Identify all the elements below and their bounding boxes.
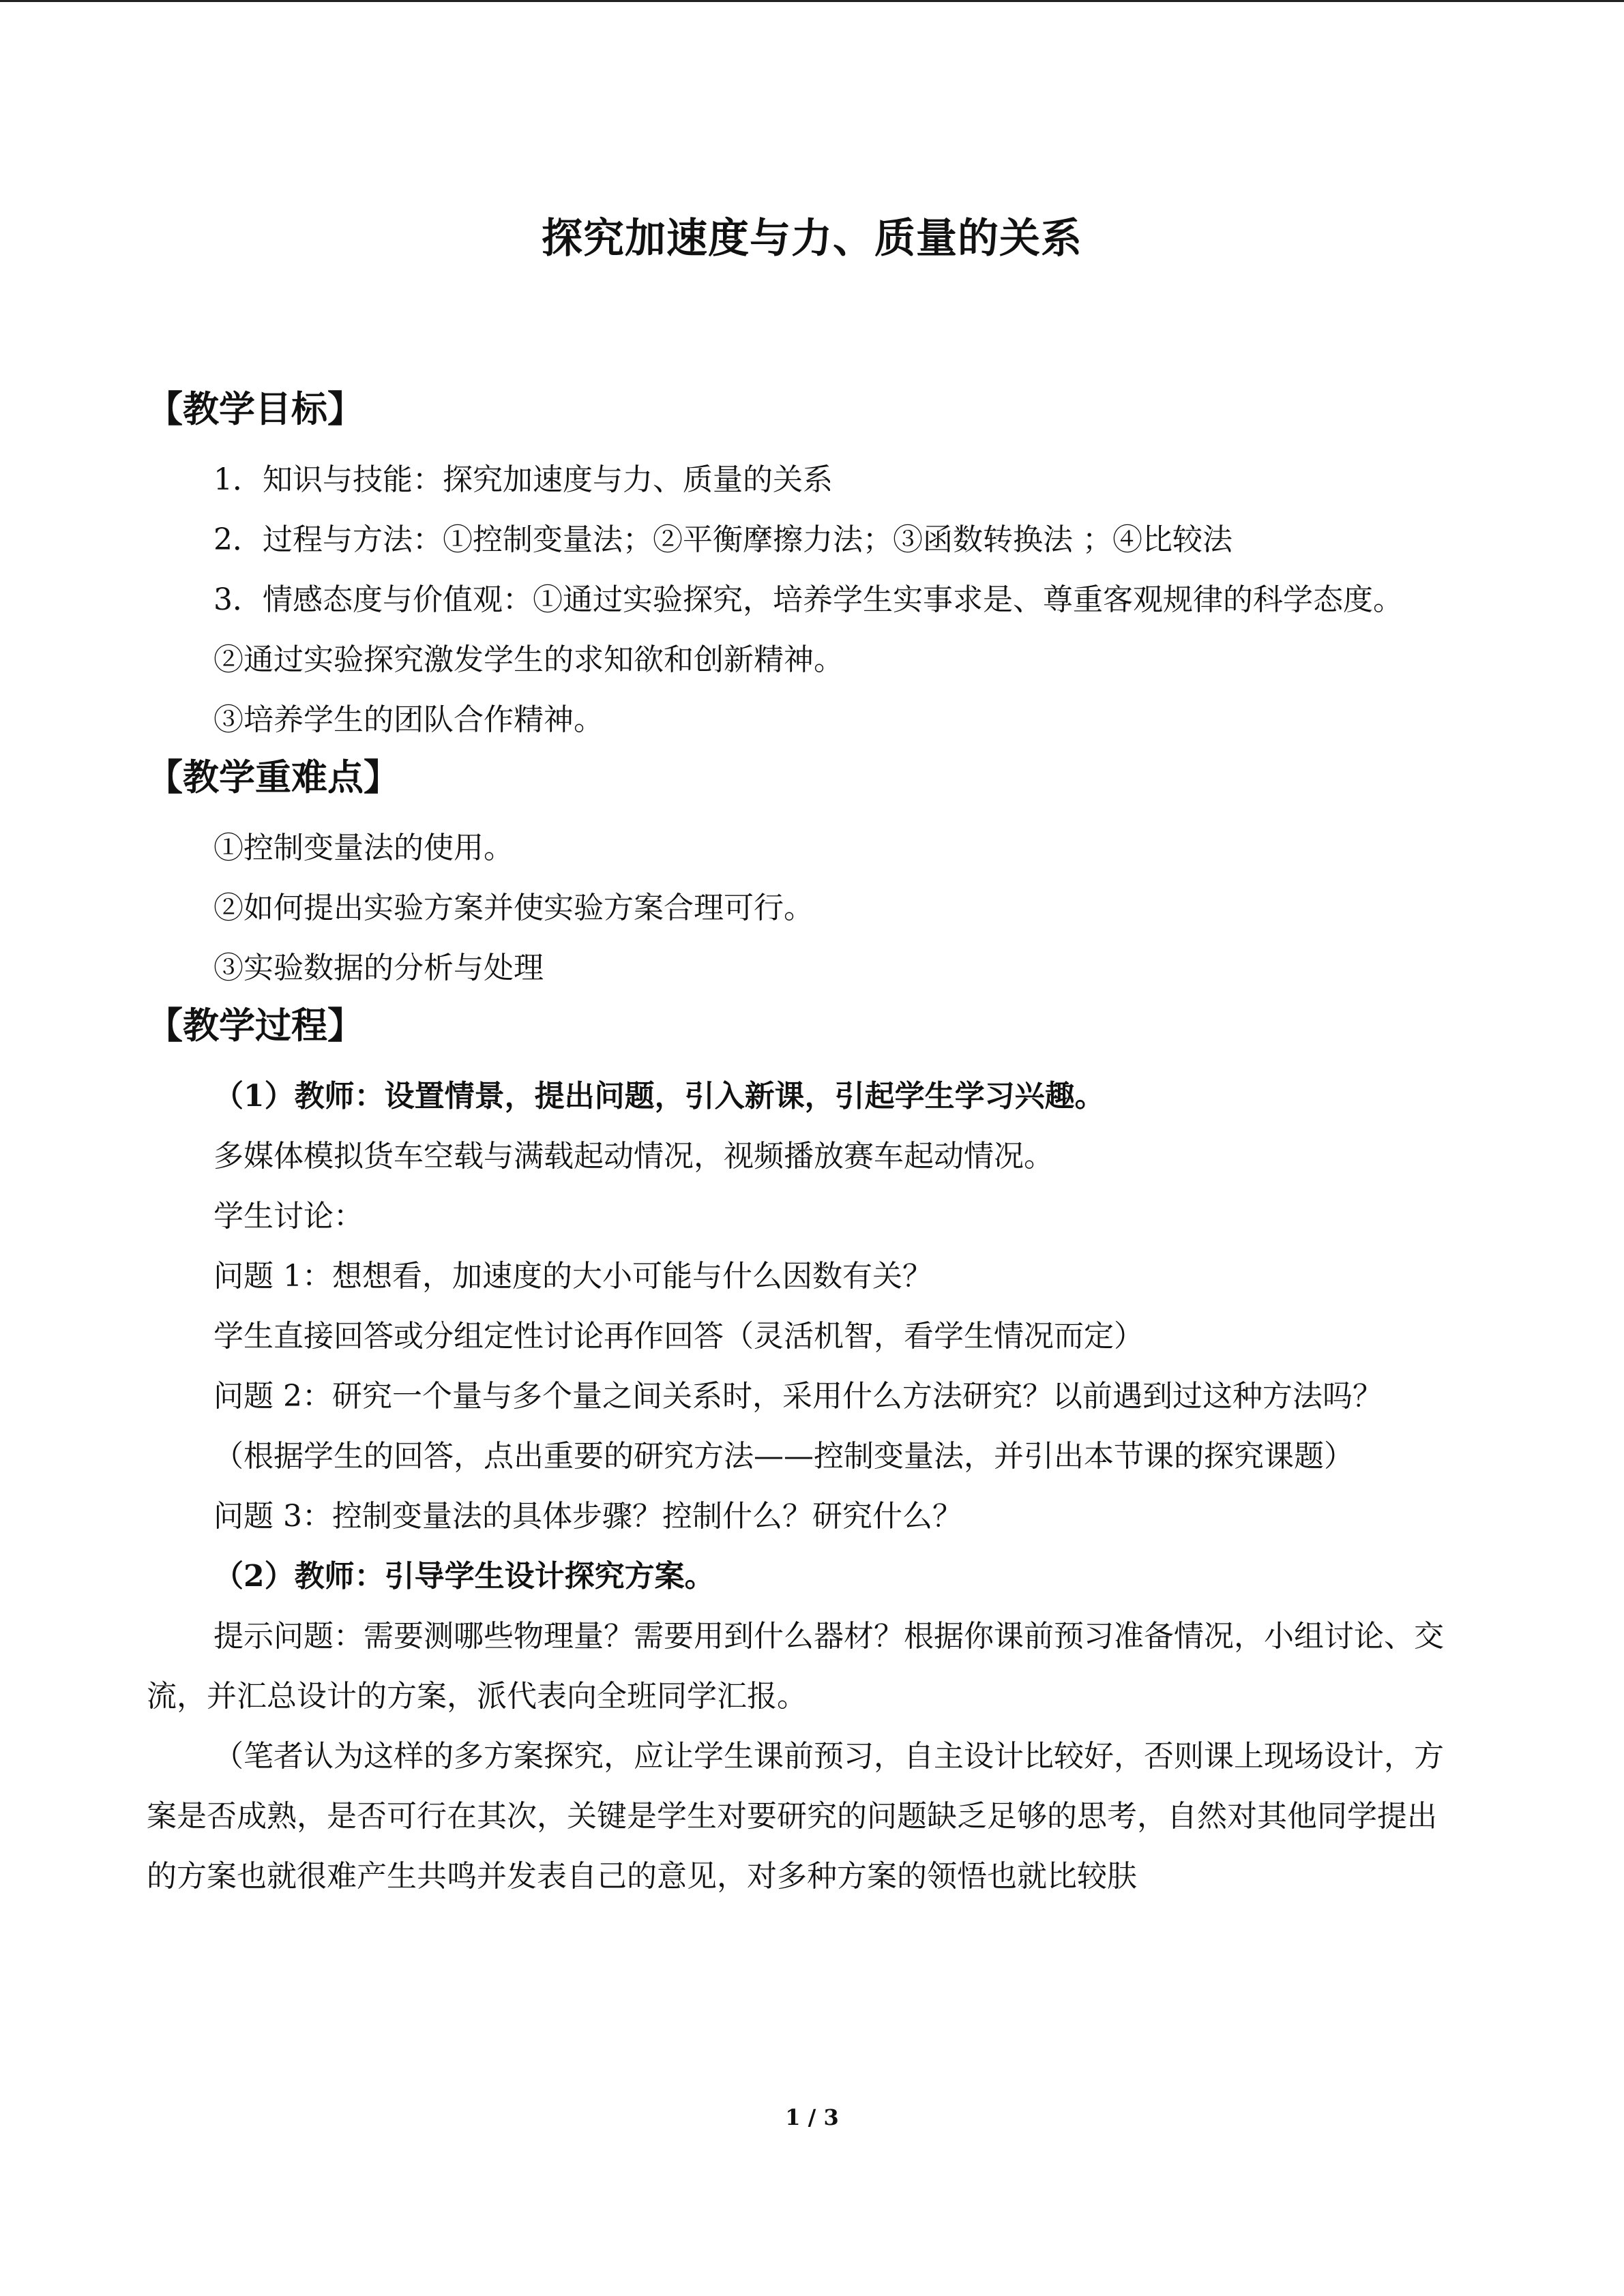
section-heading-process: 【教学过程】 [147, 1004, 364, 1047]
objective-item-3: 3．情感态度与价值观：①通过实验探究，培养学生实事求是、尊重客观规律的科学态度。 [213, 582, 1403, 617]
objective-item-4: ②通过实验探究激发学生的求知欲和创新精神。 [213, 642, 844, 677]
section-heading-objectives: 【教学目标】 [147, 388, 364, 430]
process-paragraph: （笔者认为这样的多方案探究，应让学生课前预习，自主设计比较好，否则课上现场设计，方案是否成熟，是否可行在其次，关键是学生对要研究的问题缺乏足够的思考，自然对其他同学提出的方案也就很难产生共鸣并发表自己的意见，对多种方案的领悟也就比较肤 [147, 1739, 1444, 1894]
question-1: 问题 1：想想看，加速度的大小可能与什么因数有关？ [213, 1259, 932, 1294]
teacher-step-2: （2）教师：引导学生设计探究方案。 [213, 1559, 715, 1594]
key-point-item-3: ③实验数据的分析与处理 [213, 951, 544, 985]
key-point-item-2: ②如何提出实验方案并使实验方案合理可行。 [213, 891, 814, 925]
key-point-item-1: ①控制变量法的使用。 [213, 831, 514, 865]
objective-item-2: 2．过程与方法：①控制变量法；②平衡摩擦力法；③函数转换法 ；④比较法 [213, 522, 1232, 557]
process-paragraph: 提示问题：需要测哪些物理量？需要用到什么器材？根据你课前预习准备情况，小组讨论、交流，并汇总设计的方案，派代表向全班同学汇报。 [147, 1619, 1444, 1714]
question-2: 问题 2：研究一个量与多个量之间关系时，采用什么方法研究？以前遇到过这种方法吗？ [213, 1379, 1383, 1414]
process-paragraph: （根据学生的回答，点出重要的研究方法——控制变量法，并引出本节课的探究课题） [213, 1439, 1354, 1474]
objective-item-5: ③培养学生的团队合作精神。 [213, 702, 604, 737]
question-3: 问题 3：控制变量法的具体步骤？控制什么？研究什么？ [213, 1499, 962, 1534]
process-paragraph: 学生直接回答或分组定性讨论再作回答（灵活机智，看学生情况而定） [213, 1319, 1144, 1354]
process-paragraph: 多媒体模拟货车空载与满载起动情况，视频播放赛车起动情况。 [213, 1139, 1054, 1174]
document-body [147, 382, 1460, 1907]
section-heading-key-points: 【教学重难点】 [147, 756, 400, 799]
teacher-step-1: （1）教师：设置情景，提出问题，引入新课，引起学生学习兴趣。 [213, 1079, 1105, 1114]
page-number: 1 / 3 [785, 2104, 839, 2130]
top-border-line [0, 0, 1624, 2]
process-paragraph: 学生讨论： [213, 1199, 364, 1234]
objective-item-1: 1．知识与技能：探究加速度与力、质量的关系 [213, 462, 833, 497]
document-title: 探究加速度与力、质量的关系 [542, 215, 1082, 263]
